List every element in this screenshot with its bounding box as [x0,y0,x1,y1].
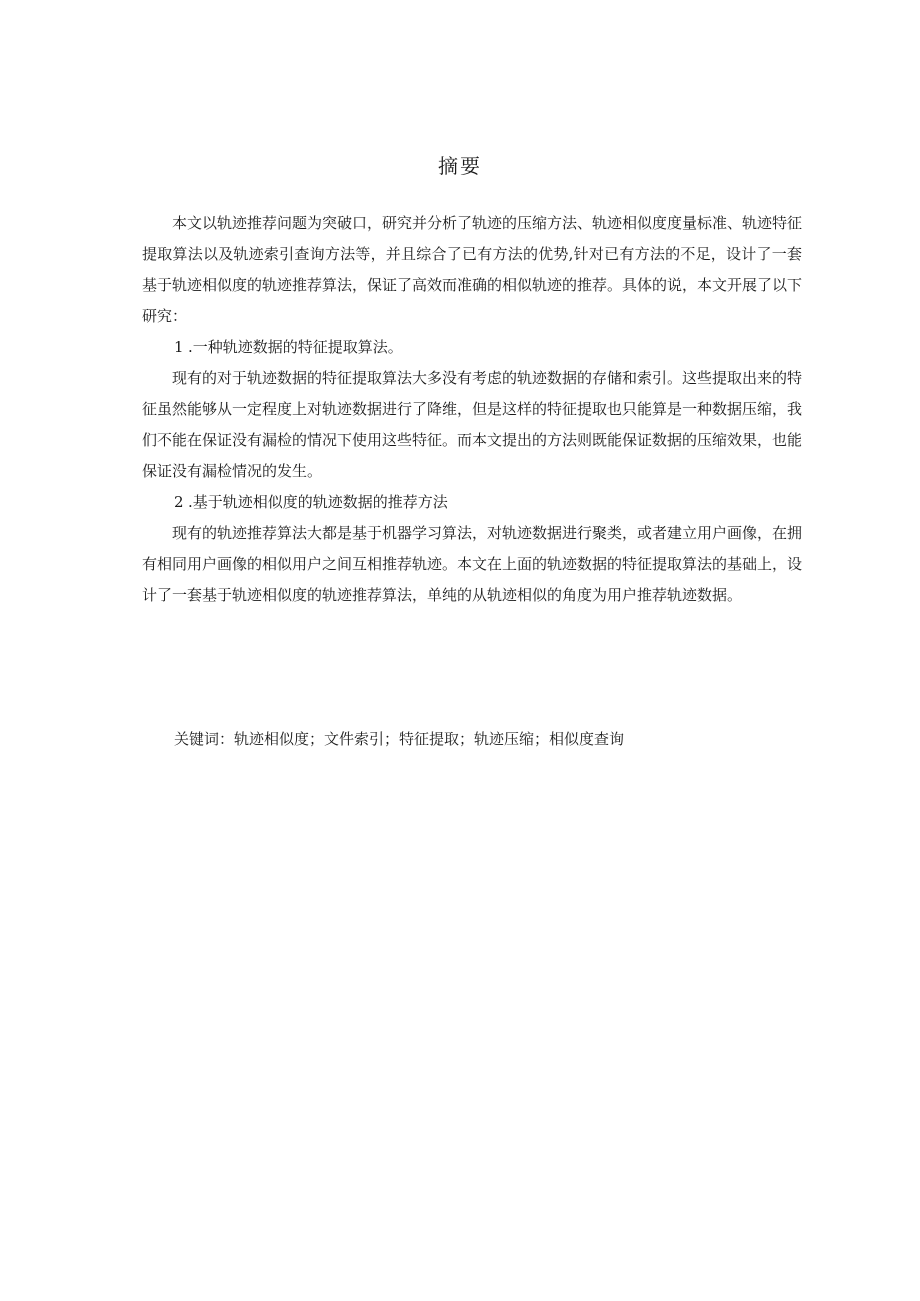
abstract-title: 摘要 [438,154,482,178]
list-item-2-heading [142,487,802,518]
list-item-2-number: 2 [174,493,184,511]
list-item-2-heading-text: .基于轨迹相似度的轨迹数据的推荐方法 [188,493,448,511]
intro-paragraph: 本文以轨迹推荐问题为突破口，研究并分析了轨迹的压缩方法、轨迹相似度度量标准、轨迹特征提取算法以及轨迹索引查询方法等，并且综合了已有方法的优势,针对已有方法的不足，设计了一套基于轨迹相似度的轨迹推荐算法，保证了高效而准确的相似轨迹的推荐。具体的说，本文开展了以下研究： [142,214,803,325]
list-item-1-number: 1 [174,338,184,356]
list-item-1-paragraph: 现有的对于轨迹数据的特征提取算法大多没有考虑的轨迹数据的存储和索引。这些提取出来的特征虽然能够从一定程度上对轨迹数据进行了降维，但是这样的特征提取也只能算是一种数据压缩，我们不能在保证没有漏检的情况下使用这些特征。而本文提出的方法则既能保证数据的压缩效果，也能保证没有漏检情况的发生。 [142,369,803,480]
list-item-1-heading [142,332,802,363]
abstract-body [142,208,802,611]
list-item-2-paragraph: 现有的轨迹推荐算法大都是基于机器学习算法，对轨迹数据进行聚类，或者建立用户画像，在拥有相同用户画像的相似用户之间互相推荐轨迹。本文在上面的轨迹数据的特征提取算法的基础上，设计了一套基于轨迹相似度的轨迹推荐算法，单纯的从轨迹相似的角度为用户推荐轨迹数据。 [142,524,803,604]
list-item-1-heading-text: .一种轨迹数据的特征提取算法。 [188,338,403,356]
keywords-line: 关键词：轨迹相似度；文件索引；特征提取；轨迹压缩；相似度查询 [174,730,625,748]
